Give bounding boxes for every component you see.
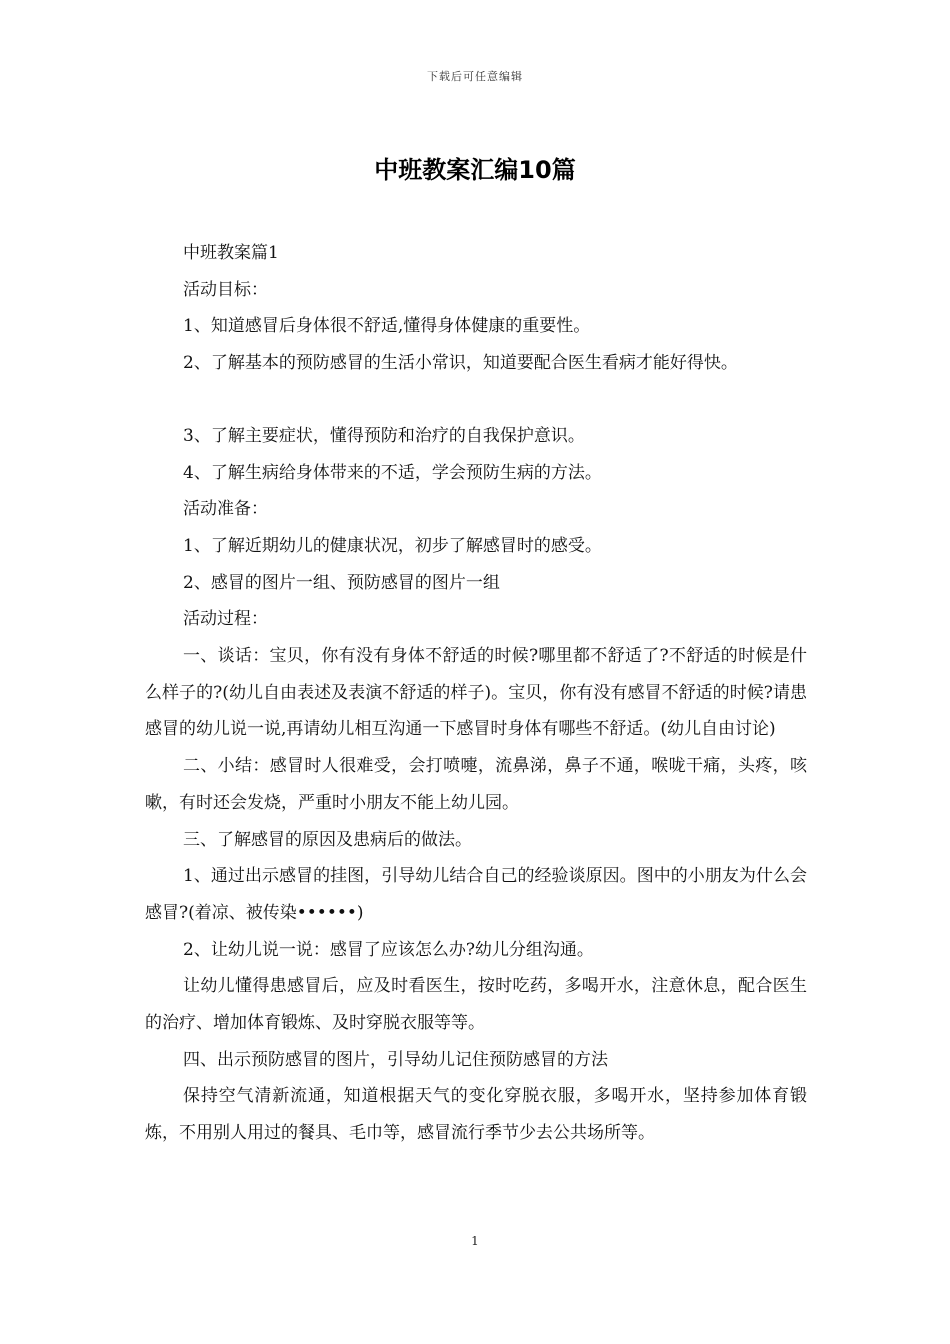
paragraph: 二、小结：感冒时人很难受，会打喷嚏，流鼻涕，鼻子不通，喉咙干痛，头疼，咳嗽，有时还会发烧，严重时小朋友不能上幼儿园。 xyxy=(145,756,807,813)
paragraph: 三、了解感冒的原因及患病后的做法。 xyxy=(183,829,472,850)
paragraph: 1、了解近期幼儿的健康状况，初步了解感冒时的感受。 xyxy=(183,535,602,556)
paragraph: 4、了解生病给身体带来的不适，学会预防生病的方法。 xyxy=(183,462,602,483)
paragraph: 活动目标： xyxy=(183,279,268,300)
paragraph: 让幼儿懂得患感冒后，应及时看医生，按时吃药，多喝开水，注意休息，配合医生的治疗、增加体育锻炼、及时穿脱衣服等等。 xyxy=(145,976,807,1034)
document-title: 中班教案汇编10篇 xyxy=(374,156,576,184)
paragraph: 活动过程： xyxy=(183,609,268,630)
paragraph: 3、了解主要症状，懂得预防和治疗的自我保护意识。 xyxy=(183,425,585,446)
paragraph: 2、感冒的图片一组、预防感冒的图片一组 xyxy=(183,572,500,593)
blank-line xyxy=(145,382,807,418)
paragraph: 一、谈话：宝贝，你有没有身体不舒适的时候?哪里都不舒适了?不舒适的时候是什么样子的?(幼儿自由表述及表演不舒适的样子)。宝贝，你有没有感冒不舒适的时候?请患感冒的幼儿说一说,再请幼儿相互沟通一下感冒时身体有哪些不舒适。(幼儿自由讨论) xyxy=(145,646,807,740)
page-number: 1 xyxy=(471,1234,479,1248)
section-heading: 中班教案篇1 xyxy=(183,243,279,263)
paragraph: 活动准备： xyxy=(183,499,268,520)
paragraph: 保持空气清新流通，知道根据天气的变化穿脱衣服，多喝开水，坚持参加体育锻炼，不用别人用过的餐具、毛巾等，感冒流行季节少去公共场所等。 xyxy=(145,1086,807,1144)
document-body xyxy=(145,235,807,1152)
paragraph: 2、让幼儿说一说：感冒了应该怎么办?幼儿分组沟通。 xyxy=(183,939,594,960)
paragraph: 1、知道感冒后身体很不舒适,懂得身体健康的重要性。 xyxy=(183,316,591,337)
paragraph: 1、通过出示感冒的挂图，引导幼儿结合自己的经验谈原因。图中的小朋友为什么会感冒?(着凉、被传染••••••) xyxy=(145,866,807,923)
paragraph: 四、出示预防感冒的图片，引导幼儿记住预防感冒的方法 xyxy=(183,1049,608,1070)
paragraph: 2、了解基本的预防感冒的生活小常识，知道要配合医生看病才能好得快。 xyxy=(183,353,738,374)
header-note: 下载后可任意编辑 xyxy=(427,70,523,83)
